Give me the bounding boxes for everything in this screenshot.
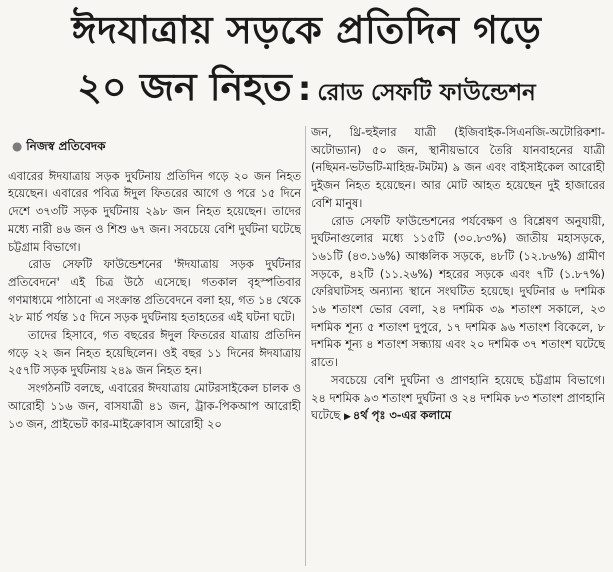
- byline: [8, 124, 301, 168]
- headline-main-claim: ২০ জন নিহত: [77, 65, 292, 109]
- headline-line-1: ঈদযাত্রায় সড়কে প্রতিদিন গড়ে: [71, 8, 542, 52]
- paragraph-2: রোড সেফটি ফাউন্ডেশনের 'ঈদযাত্রায় সড়ক দুর্ঘটনার প্রতিবেদনে' এই চিত্র উঠে এসেছে। গতকাল বৃহস্পতিবার গণমাধ্যমে পাঠানো এ সংক্রান্ত প্রতিবেদনে বলা হয়, গত ১৪ থেকে ২৮ মার্চ পর্যন্ত ১৫ দিনে সড়ক দুর্ঘটনায় হতাহতের এই ঘটনা ঘটে।: [8, 257, 301, 325]
- article-column-right: [311, 124, 605, 568]
- column-divider: [305, 126, 306, 566]
- paragraph-7-text: সবচেয়ে বেশি দুর্ঘটনা ও প্রাণহানি হয়েছে চট্টগ্রাম বিভাগে। ২৪ দশমিক ৯৩ শতাংশ দুর্ঘটনা ও ২৪ দশমিক ৮৩ শতাংশ প্রাণহানি ঘটেছে: [311, 372, 605, 423]
- headline-colon: :: [297, 69, 312, 109]
- paragraph-1: এবারের ঈদযাত্রায় সড়ক দুর্ঘটনায় প্রতিদিন গড়ে ২০ জন নিহত হয়েছেন। এবারের পবিত্র ঈদুল ফিতরের আগে ও পরে ১৫ দিনে দেশে ৩৭৩টি সড়ক দুর্ঘটনায় ২৯৮ জন নিহত হয়েছেন। তাদের মধ্যে নারী ৪৬ জন ও শিশু ৬৭ জন। সবচেয়ে বেশি দুর্ঘটনা ঘটেছে চট্টগ্রাম বিভাগে।: [8, 168, 301, 254]
- arrow-icon: ▶: [343, 412, 351, 423]
- paragraph-6: রোড সেফটি ফাউন্ডেশনের পর্যবেক্ষণ ও বিশ্লেষণ অনুযায়ী, দুর্ঘটনাগুলোর মধ্যে ১১৫টি (৩০.৮৩%) জাতীয় মহাসড়কে, ১৬১টি (৪৩.১৬%) আঞ্চলিক সড়কে, ৪৮টি (১২.৮৬%) গ্রামীণ সড়কে, ৪২টি (১১.২৬%) শহরের সড়কে এবং ৭টি (১.৮৭%) ফেরিঘাটসহ অন্যান্য স্থানে সংঘটিত হয়েছে। দুর্ঘটনার ৬ দশমিক ১৬ শতাংশ ভোর বেলা, ২৪ দশমিক ৩৯ শতাংশ সকালে, ২৩ দশমিক শূন্য ৫ শতাংশ দুপুরে, ১৭ দশমিক ৯৬ শতাংশ বিকেলে, ৮ দশমিক শূন্য ৪ শতাংশ সন্ধ্যায় এবং ২০ দশমিক ৩৭ শতাংশ ঘটেছে রাতে।: [311, 213, 605, 370]
- continuation-text: ৪র্থ পৃঃ ৩-এর কলামে: [352, 408, 452, 423]
- headline-source: রোড সেফটি ফাউন্ডেশন: [317, 80, 536, 106]
- headline-line-2: [0, 64, 613, 118]
- continuation-note[interactable]: [344, 408, 451, 422]
- paragraph-4: সংগঠনটি বলছে, এবারের ঈদযাত্রায় মোটরসাইকেল চালক ও আরোহী ১১৬ জন, বাসযাত্রী ৪১ জন, ট্রাক-পিকআপ আরোহী ১৩ জন, প্রাইভেট কার-মাইক্রোবাস আরোহী ২০: [8, 381, 301, 431]
- paragraph-3: তাদের হিসাবে, গত বছরের ঈদুল ফিতরের যাত্রায় প্রতিদিন গড়ে ২২ জন নিহত হয়েছিলেন। ওই বছর ১১ দিনের ঈদযাত্রায় ২৫৭টি সড়ক দুর্ঘটনায় ২৪৯ জন নিহত হন।: [8, 328, 301, 378]
- byline-text: নিজস্ব প্রতিবেদক: [26, 139, 106, 153]
- paragraph-7: [311, 372, 605, 427]
- article-column-left: [8, 124, 301, 568]
- paragraph-5: জন, থ্রি-হুইলার যাত্রী (ইজিবাইক-সিএনজি-অটোরিকশা-অটোভ্যান) ৫০ জন, স্থানীয়ভাবে তৈরি যানবাহনের যাত্রী (নছিমন-ভটভটি-মাহিন্দ্র-টমটম) ৯ জন এবং বাইসাইকেল আরোহী দুইজন নিহত হয়েছেন। আর মোট আহত হয়েছেন দুই হাজারের বেশি মানুষ।: [311, 125, 605, 210]
- headline: [0, 0, 613, 118]
- bullet-icon: ●: [12, 139, 23, 153]
